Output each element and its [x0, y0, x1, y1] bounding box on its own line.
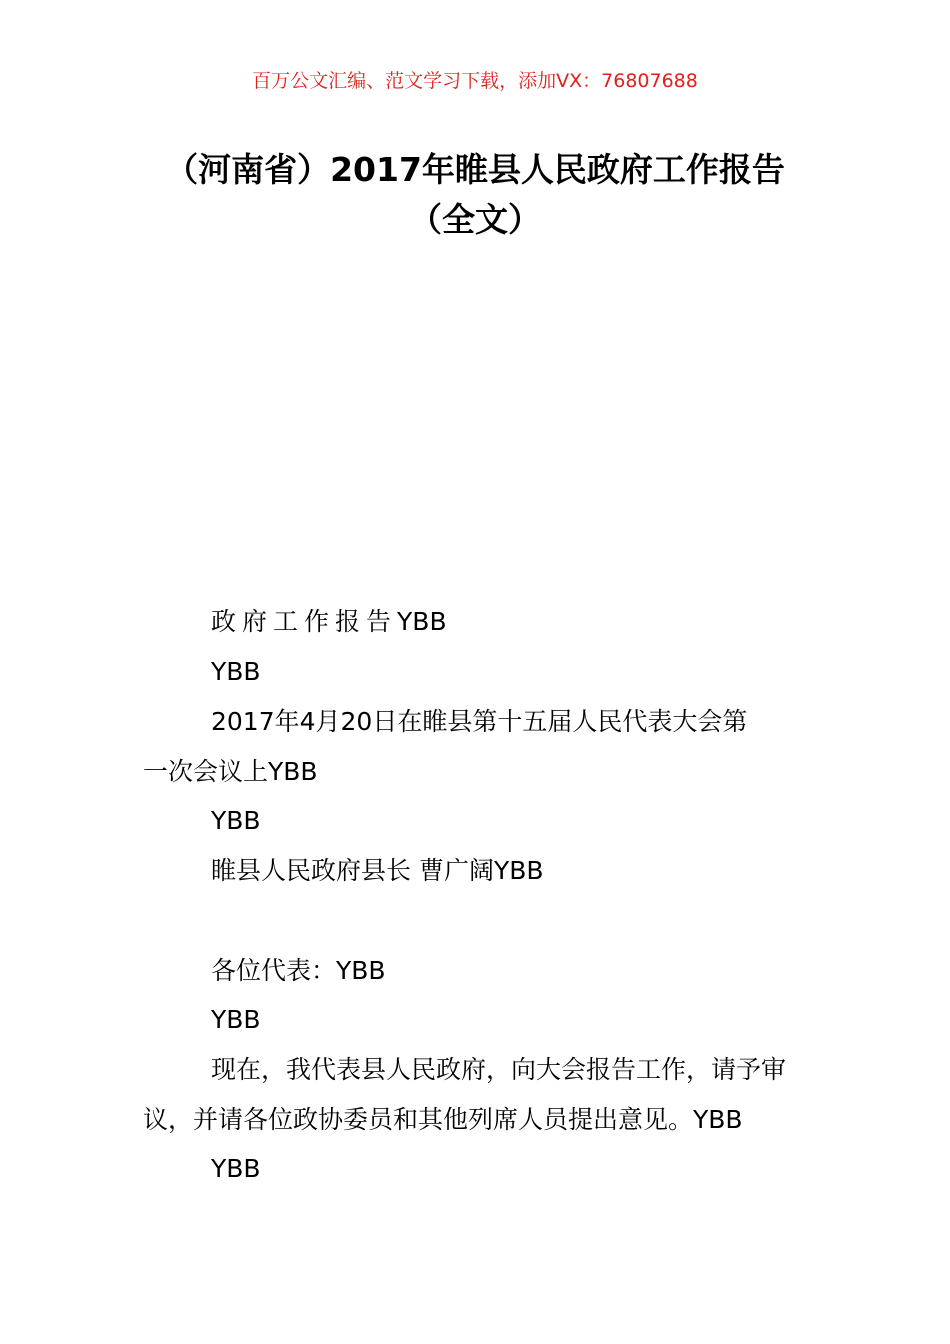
header-watermark-note: 百万公文汇编、范文学习下载，添加VX：76807688: [252, 70, 698, 92]
ybb-marker-line: YBB: [211, 1005, 261, 1034]
meeting-date-line-continued: 一次会议上YBB: [143, 757, 318, 786]
report-heading-line: [0, 606, 950, 638]
ybb-marker-line: YBB: [211, 806, 261, 835]
document-title: （河南省）2017年睢县人民政府工作报告: [165, 150, 785, 189]
document-title-suffix: （全文）: [409, 200, 541, 239]
paragraph-line-continued: 议，并请各位政协委员和其他列席人员提出意见。YBB: [143, 1105, 743, 1134]
ybb-marker: YBB: [397, 607, 447, 636]
speaker-line: 睢县人民政府县长 曹广阔YBB: [211, 856, 544, 885]
salutation-line: 各位代表：YBB: [211, 956, 386, 985]
meeting-date-line: 2017年4月20日在睢县第十五届人民代表大会第: [211, 707, 748, 736]
report-heading: 政府工作报告: [211, 607, 398, 636]
ybb-marker-line: YBB: [211, 657, 261, 686]
paragraph-line: 现在，我代表县人民政府，向大会报告工作，请予审: [211, 1055, 787, 1084]
ybb-marker-line: YBB: [211, 1154, 261, 1183]
